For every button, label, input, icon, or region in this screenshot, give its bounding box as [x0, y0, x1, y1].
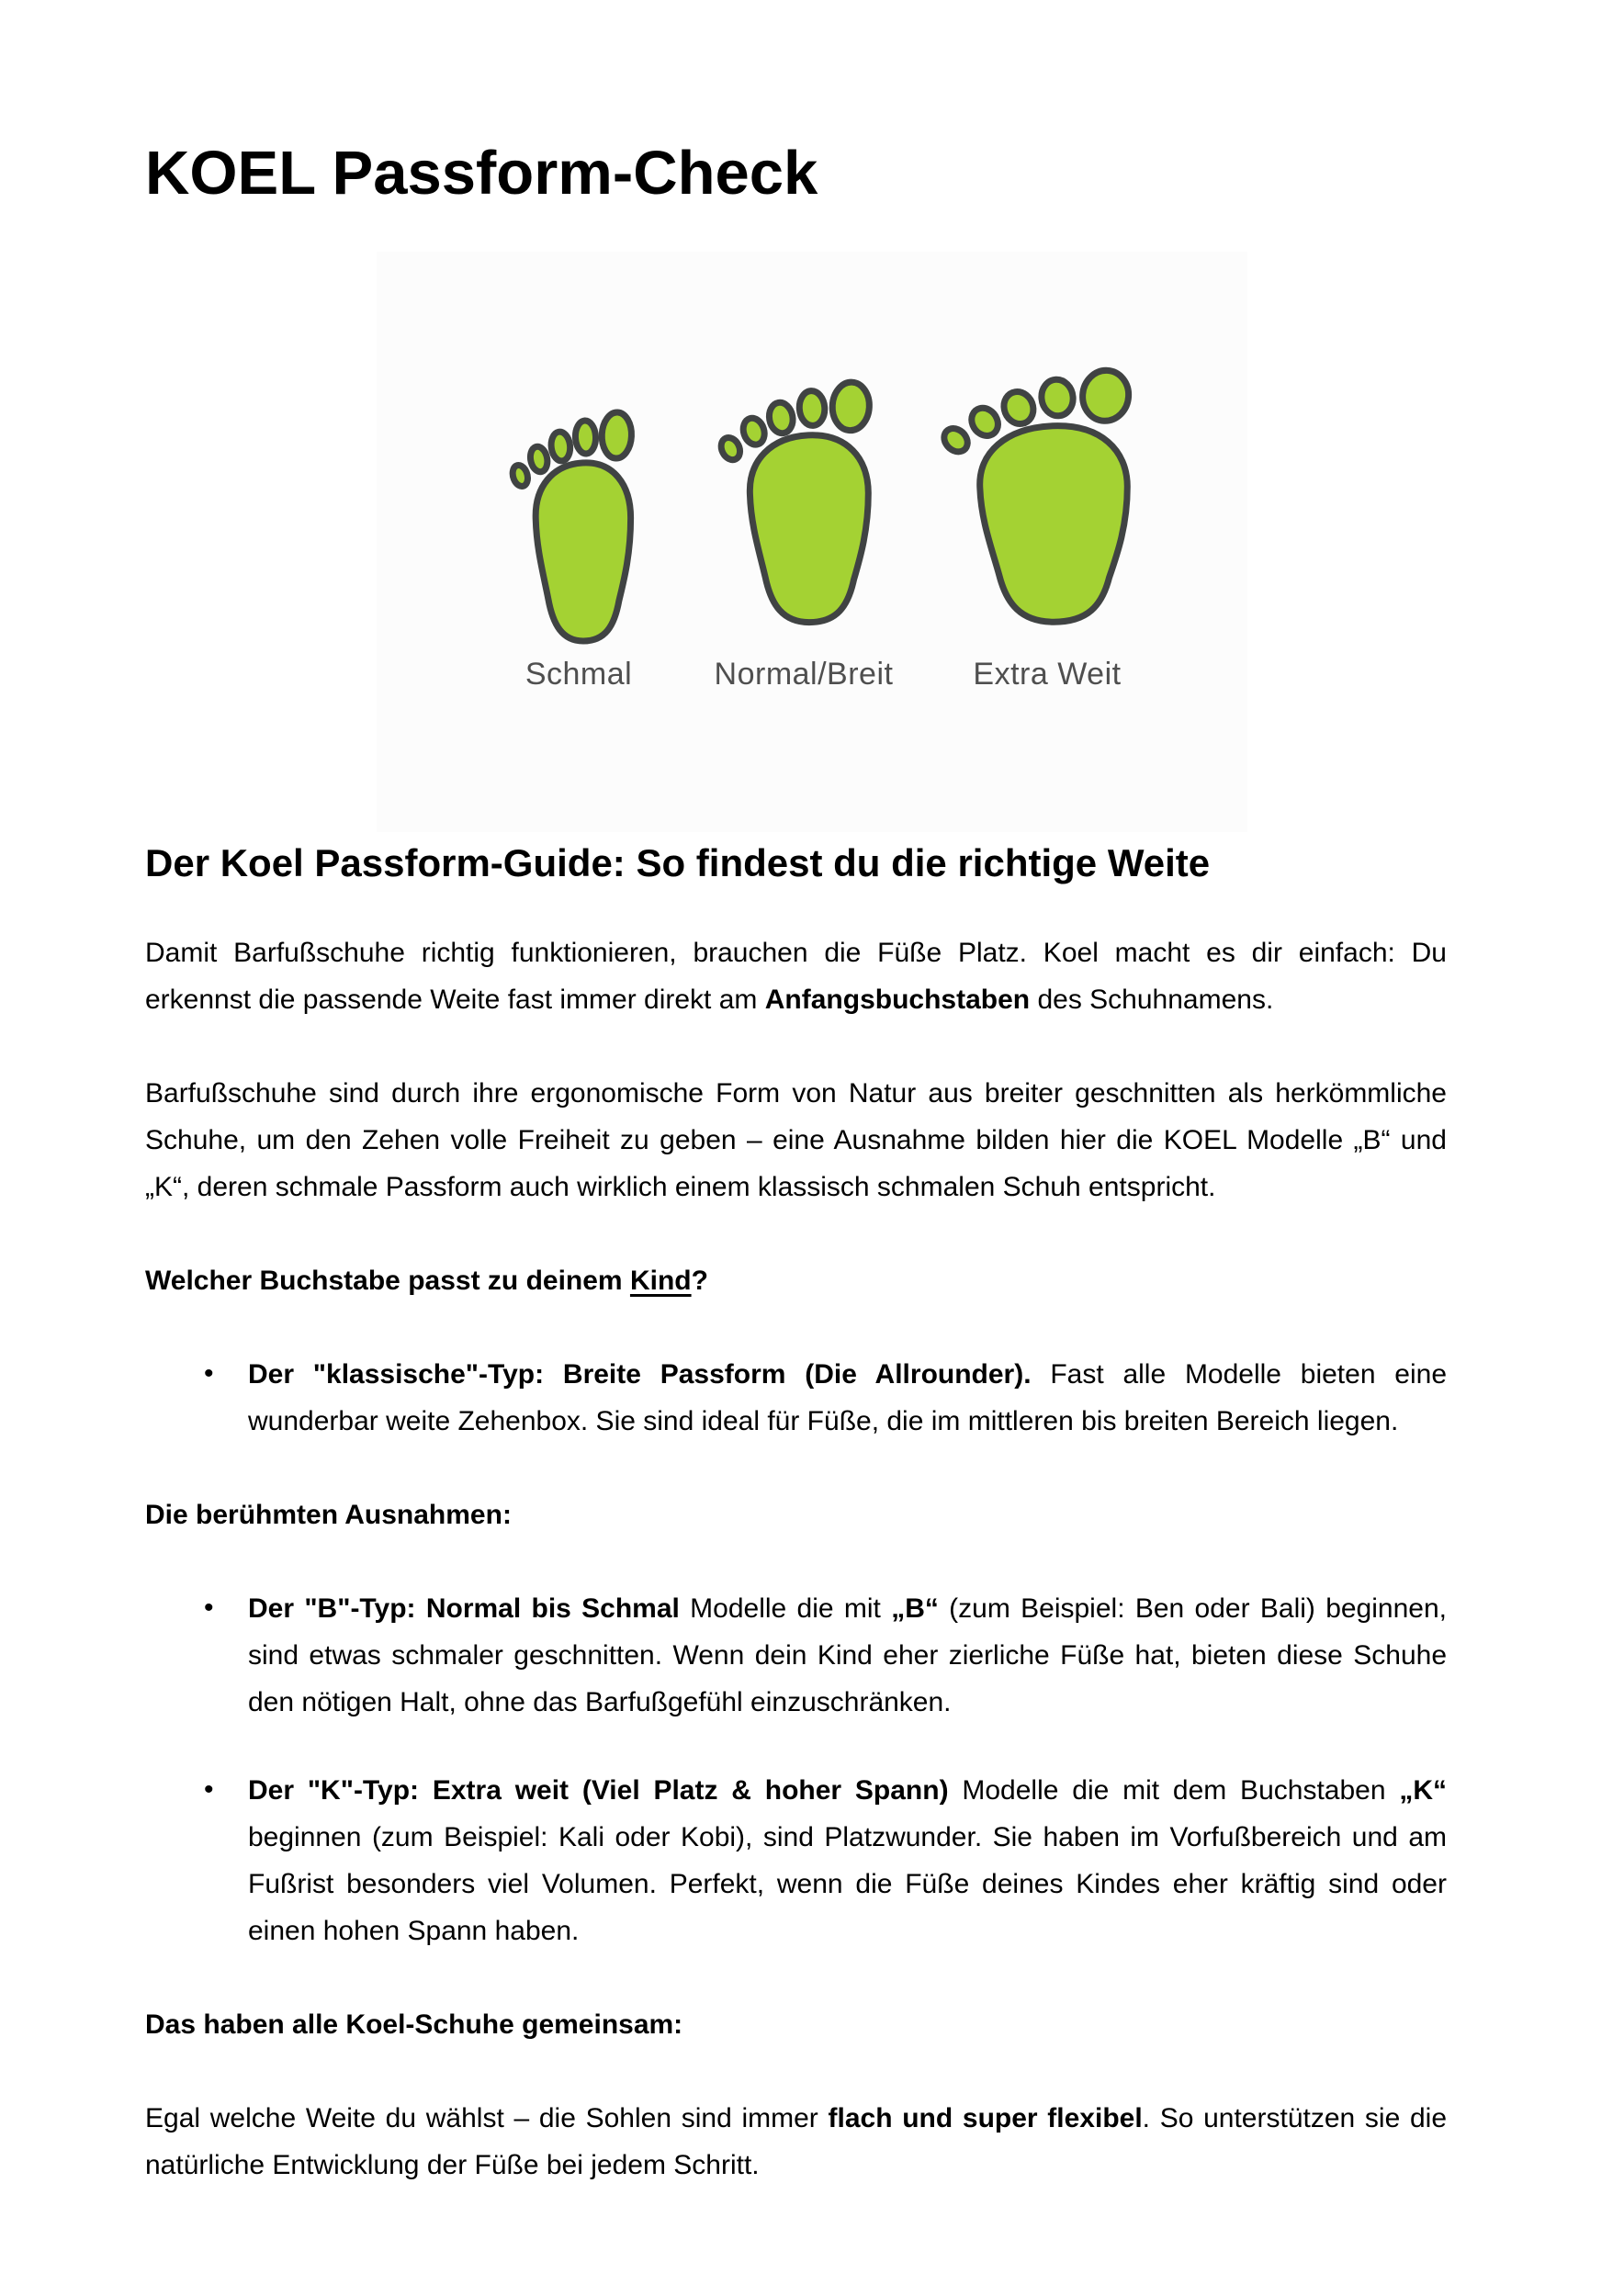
text-segment: „K“ — [1399, 1774, 1447, 1806]
text-segment: Modelle die mit — [679, 1593, 892, 1624]
document-content — [145, 0, 1447, 2235]
section-heading — [145, 1491, 1447, 1538]
figure-label-schmal: Schmal — [524, 656, 633, 692]
text-segment: Anfangsbuchstaben — [764, 984, 1031, 1015]
bullet-item — [248, 1767, 1447, 1954]
paragraph — [145, 929, 1447, 1023]
text-segment: Damit Barfußschuhe richtig funktionieren, brauchen die Füße Platz. Koel macht es dir einfach: Du erkennst die passende Weite fast immer direkt am — [145, 937, 1447, 1015]
text-segment: . So unterstützen sie die natürliche Entwicklung der Füße bei jedem Schritt. — [145, 2102, 1447, 2180]
text-segment: Der "K"-Typ: Extra weit (Viel Platz & hoher Spann) — [248, 1774, 949, 1806]
footprint-normal-breit-icon — [707, 360, 901, 630]
content-blocks — [145, 929, 1447, 2189]
text-segment: Die berühmten Ausnahmen: — [145, 1499, 512, 1530]
text-segment: Das haben alle Koel-Schuhe gemeinsam: — [145, 2009, 683, 2040]
text-segment: Welcher Buchstabe passt zu deinem — [145, 1265, 630, 1296]
text-segment: Fast alle Modelle bieten eine wunderbar weite Zehenbox. Sie sind ideal für Füße, die im mittleren bis breiten Bereich liegen. — [248, 1358, 1448, 1436]
page-title: KOEL Passform-Check — [145, 139, 818, 208]
section-heading — [145, 2001, 1447, 2048]
bullet-list — [145, 1585, 1447, 1954]
bullet-list — [145, 1351, 1447, 1445]
footprint-schmal-icon — [502, 391, 657, 648]
section-heading — [145, 1257, 1447, 1304]
text-segment: Der "B"-Typ: Normal bis Schmal — [248, 1593, 680, 1624]
text-segment: Der "klassische"-Typ: Breite Passform (Die Allrounder). — [248, 1358, 1032, 1390]
text-segment: Egal welche Weite du wählst – die Sohlen sind immer — [145, 2102, 829, 2133]
footprint-extra-weit-icon — [927, 347, 1168, 630]
text-segment: Kind — [629, 1265, 692, 1296]
text-segment: flach und super flexibel — [828, 2102, 1143, 2133]
text-segment: (zum Beispiel: Ben oder Bali) beginnen, sind etwas schmaler geschnitten. Wenn dein Kind eher zierliche Füße hat, bieten diese Schuhe den nötigen Halt, ohne das Barfußgefühl einzuschränken. — [248, 1593, 1447, 1717]
figure-label-normal-breit: Normal/Breit — [714, 656, 894, 692]
bullet-item — [248, 1351, 1447, 1445]
text-segment: „B“ — [891, 1593, 939, 1624]
text-segment: Modelle die mit dem Buchstaben — [948, 1774, 1400, 1806]
foot-width-figure — [377, 252, 1247, 832]
bullet-item — [248, 1585, 1447, 1726]
figure-label-extra-weit: Extra Weit — [973, 656, 1122, 692]
text-segment: beginnen (zum Beispiel: Kali oder Kobi), sind Platzwunder. Sie haben im Vorfußbereich und am Fußrist besonders viel Volumen. Perfekt, wenn die Füße deines Kindes eher kräftig sind oder einen hohen Spann haben. — [248, 1821, 1447, 1946]
paragraph — [145, 2095, 1447, 2189]
text-segment: Barfußschuhe sind durch ihre ergonomische Form von Natur aus breiter geschnitten als herkömmliche Schuhe, um den Zehen volle Freiheit zu geben – eine Ausnahme bilden hier die KOEL Modelle „B“ und „K“, deren schmale Passform auch wirklich einem klassisch schmalen Schuh entspricht. — [145, 1077, 1447, 1202]
text-segment: des Schuhnamens. — [1030, 984, 1274, 1015]
text-segment: ? — [691, 1265, 708, 1296]
guide-heading: Der Koel Passform-Guide: So findest du die richtige Weite — [145, 840, 1211, 884]
paragraph — [145, 1070, 1447, 1210]
